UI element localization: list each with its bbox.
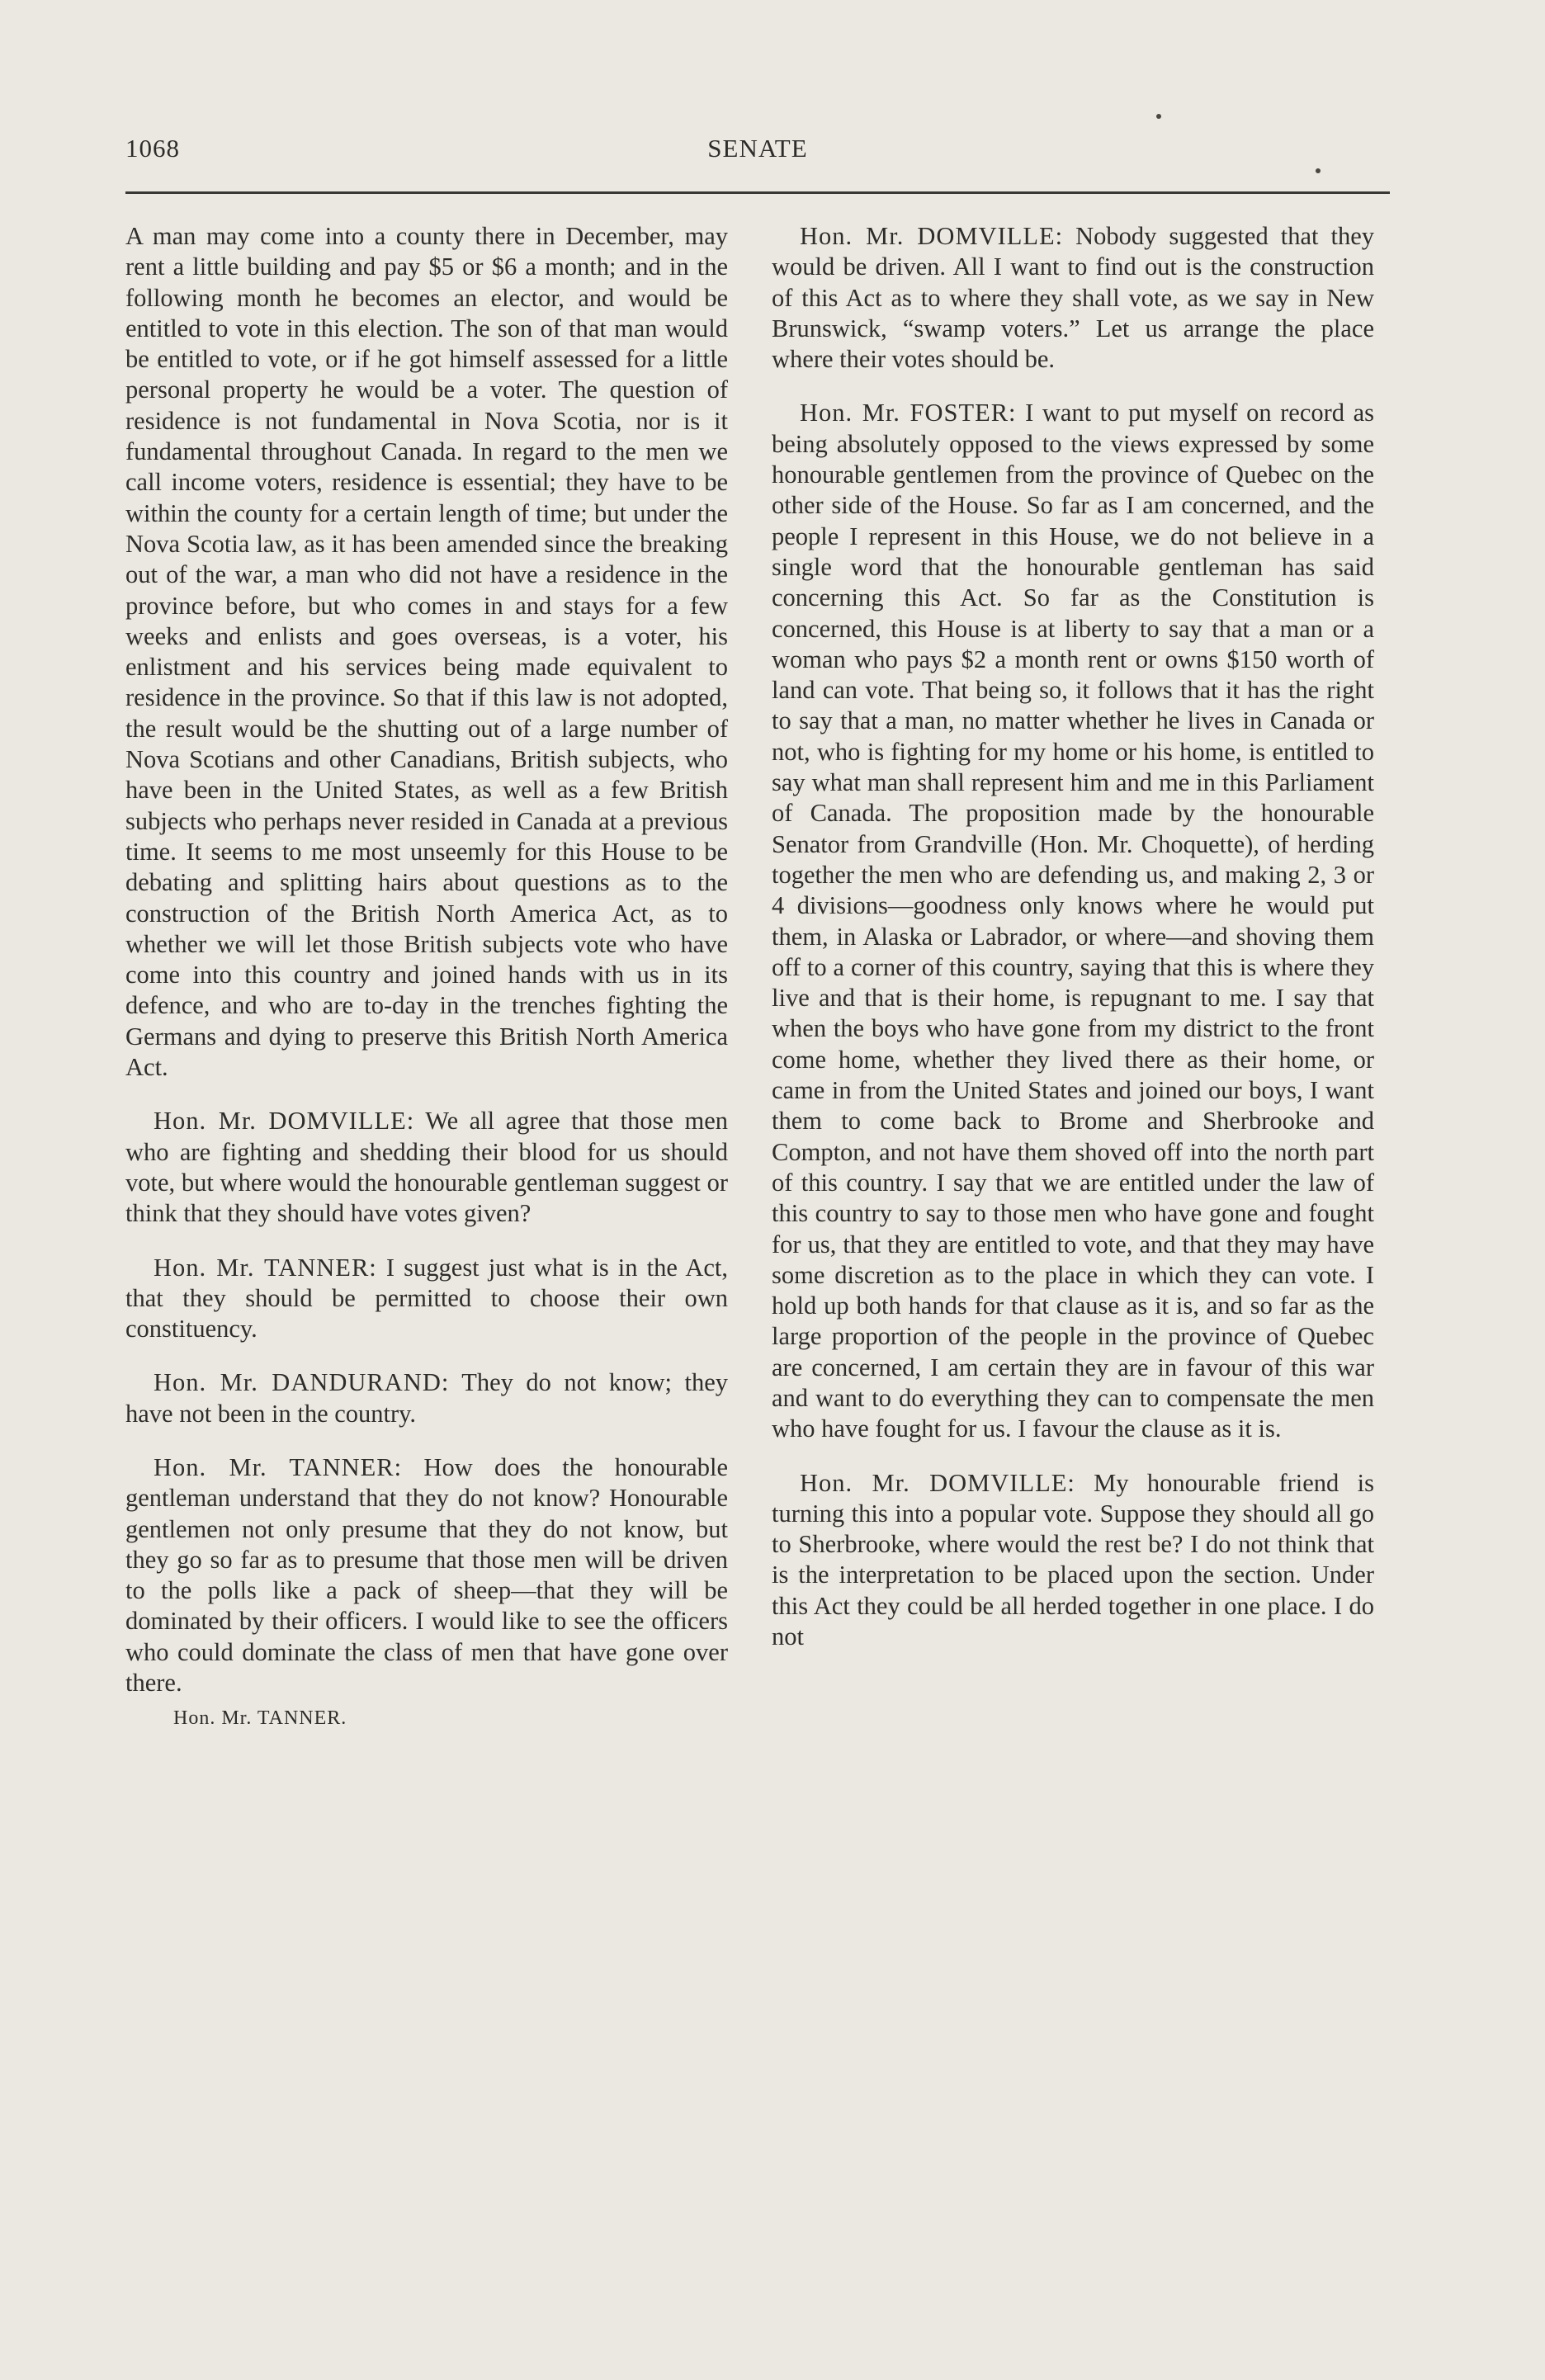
paragraph-text: They do not know; they have not been in the country. [125,1368,729,1428]
paragraph [125,1253,728,1345]
speaker-name: Hon. Mr. DOMVILLE: [154,1107,415,1136]
left-column [125,221,728,1735]
paragraph-text: Nobody suggested that they would be driven. All I want to find out is the construction of this Act as to where they shall vote, as we say in New Brunswick, “swamp voters.” Let us arrange the place where their votes should be. [772,222,1374,374]
paragraph-text: How does the honourable gentleman understand that they do not know? Honourable gentlemen not only presume that they do not know, but they go so far as to presume that those men will be driven to the polls like a pack of sheep—that they will be dominated by their officers. I would like to see the officers who could dominate the class of men that have gone over there. [125,1452,728,1698]
paragraph [125,1106,728,1229]
paragraph [125,1452,728,1698]
header-rule [125,191,1390,194]
page-number: 1068 [125,134,180,163]
page-header [125,134,1390,175]
paragraph-text: We all agree that those men who are fighting and shedding their blood for us should vote, but where would the honourable gentleman suggest or think that they should have votes given? [125,1107,729,1228]
paragraph-text: My honourable friend is turning this into a popular vote. Suppose they should all go to Sherbrooke, where would the rest be? I do not think that is the interpretation to be placed upon the section. Under this Act they could be all herded together in one place. I do not [772,1468,1374,1651]
footer-speaker-name: Hon. Mr. TANNER. [173,1707,347,1730]
speaker-name: Hon. Mr. TANNER: [154,1253,377,1282]
paragraph-text: I want to put myself on record as being absolutely opposed to the views expressed by some honourable gentlemen from the province of Quebec on the other side of the House. So far as I am concerned, and the people I represent in this House, we do not believe in a single word that the honourable gentleman has said concerning this Act. So far as the Constitution is concerned, this House is at liberty to say that a man or a woman who pays $2 a month rent or owns $150 worth of land can vote. That being so, it follows that it has the right to say that a man, no matter whether he lives in Canada or not, who is fighting for my home or his home, is entitled to say what man shall represent him and me in this Parliament of Canada. The proposition made by the honourable Senator from Grandville (Hon. Mr. Choquette), of herding together the men who are defending us, and making 2, 3 or 4 divisions—goodness only knows where he would put them, in Alaska or Labrador, or where—and shoving them off to a corner of this country, saying that this is where they live and that is their home, is repugnant to me. I say that when the boys who have gone from my district to the front come home, whether they lived there as their home, or came in from the United States and joined our boys, I want them to come back to Brome and Sherbrooke and Compton, and not have them shoved off into the north part of this country. I say that we are entitled under the law of this country to say to those men who have gone and fought for us, that they are entitled to vote, and that they may have some discretion as to the place in which they can vote. I hold up both hands for that clause as it is, and so far as the large proportion of the people in the province of Quebec are concerned, I am certain they are in favour of this war and want to do everything they can to compensate the men who have fought for us. I favour the clause as it is. [772,399,1375,1443]
speaker-name: Hon. Mr. TANNER: [154,1452,403,1481]
paragraph [772,221,1374,375]
paragraph [772,1468,1374,1653]
speaker-name: Hon. Mr. DOMVILLE: [800,222,1064,250]
paragraph [125,1367,728,1429]
speaker-name: Hon. Mr. DANDURAND: [154,1368,450,1397]
ink-speck [1156,114,1161,119]
right-column [772,221,1374,1652]
speaker-name: Hon. Mr. FOSTER: [800,399,1017,427]
paragraph-text: I suggest just what is in the Act, that they should be permitted to choose their own constituency. [125,1253,728,1343]
speaker-name: Hon. Mr. DOMVILLE: [800,1468,1075,1497]
paragraph [125,221,728,1083]
running-head: SENATE [707,134,808,163]
paragraph [772,398,1374,1444]
ink-speck [1316,168,1321,173]
paragraph-text: A man may come into a county there in December, may rent a little building and pay $5 or $6 a month; and in the following month he becomes an elector, and would be entitled to vote in this election. The son of that man would be entitled to vote, or if he got himself assessed for a little personal property he would be a voter. The question of residence is not fundamental in Nova Scotia, nor is it fundamental throughout Canada. In regard to the men we call income voters, residence is essential; they have to be within the county for a certain length of time; but under the Nova Scotia law, as it has been amended since the breaking out of the war, a man who did not have a residence in the province before, but who comes in and stays for a few weeks and enlists and goes overseas, is a voter, his enlistment and his services being made equivalent to residence in the province. So that if this law is not adopted, the result would be the shutting out of a large number of Nova Scotians and other Canadians, British subjects, who have been in the United States, as well as a few British subjects who perhaps never resided in Canada at a previous time. It seems to me most unseemly for this House to be debating and splitting hairs about questions as to the construction of the British North America Act, as to whether we will let those British subjects vote who have come into this country and joined hands with us in its defence, and who are to-day in the trenches fighting the Germans and dying to preserve this British North America Act. [125,222,728,1082]
